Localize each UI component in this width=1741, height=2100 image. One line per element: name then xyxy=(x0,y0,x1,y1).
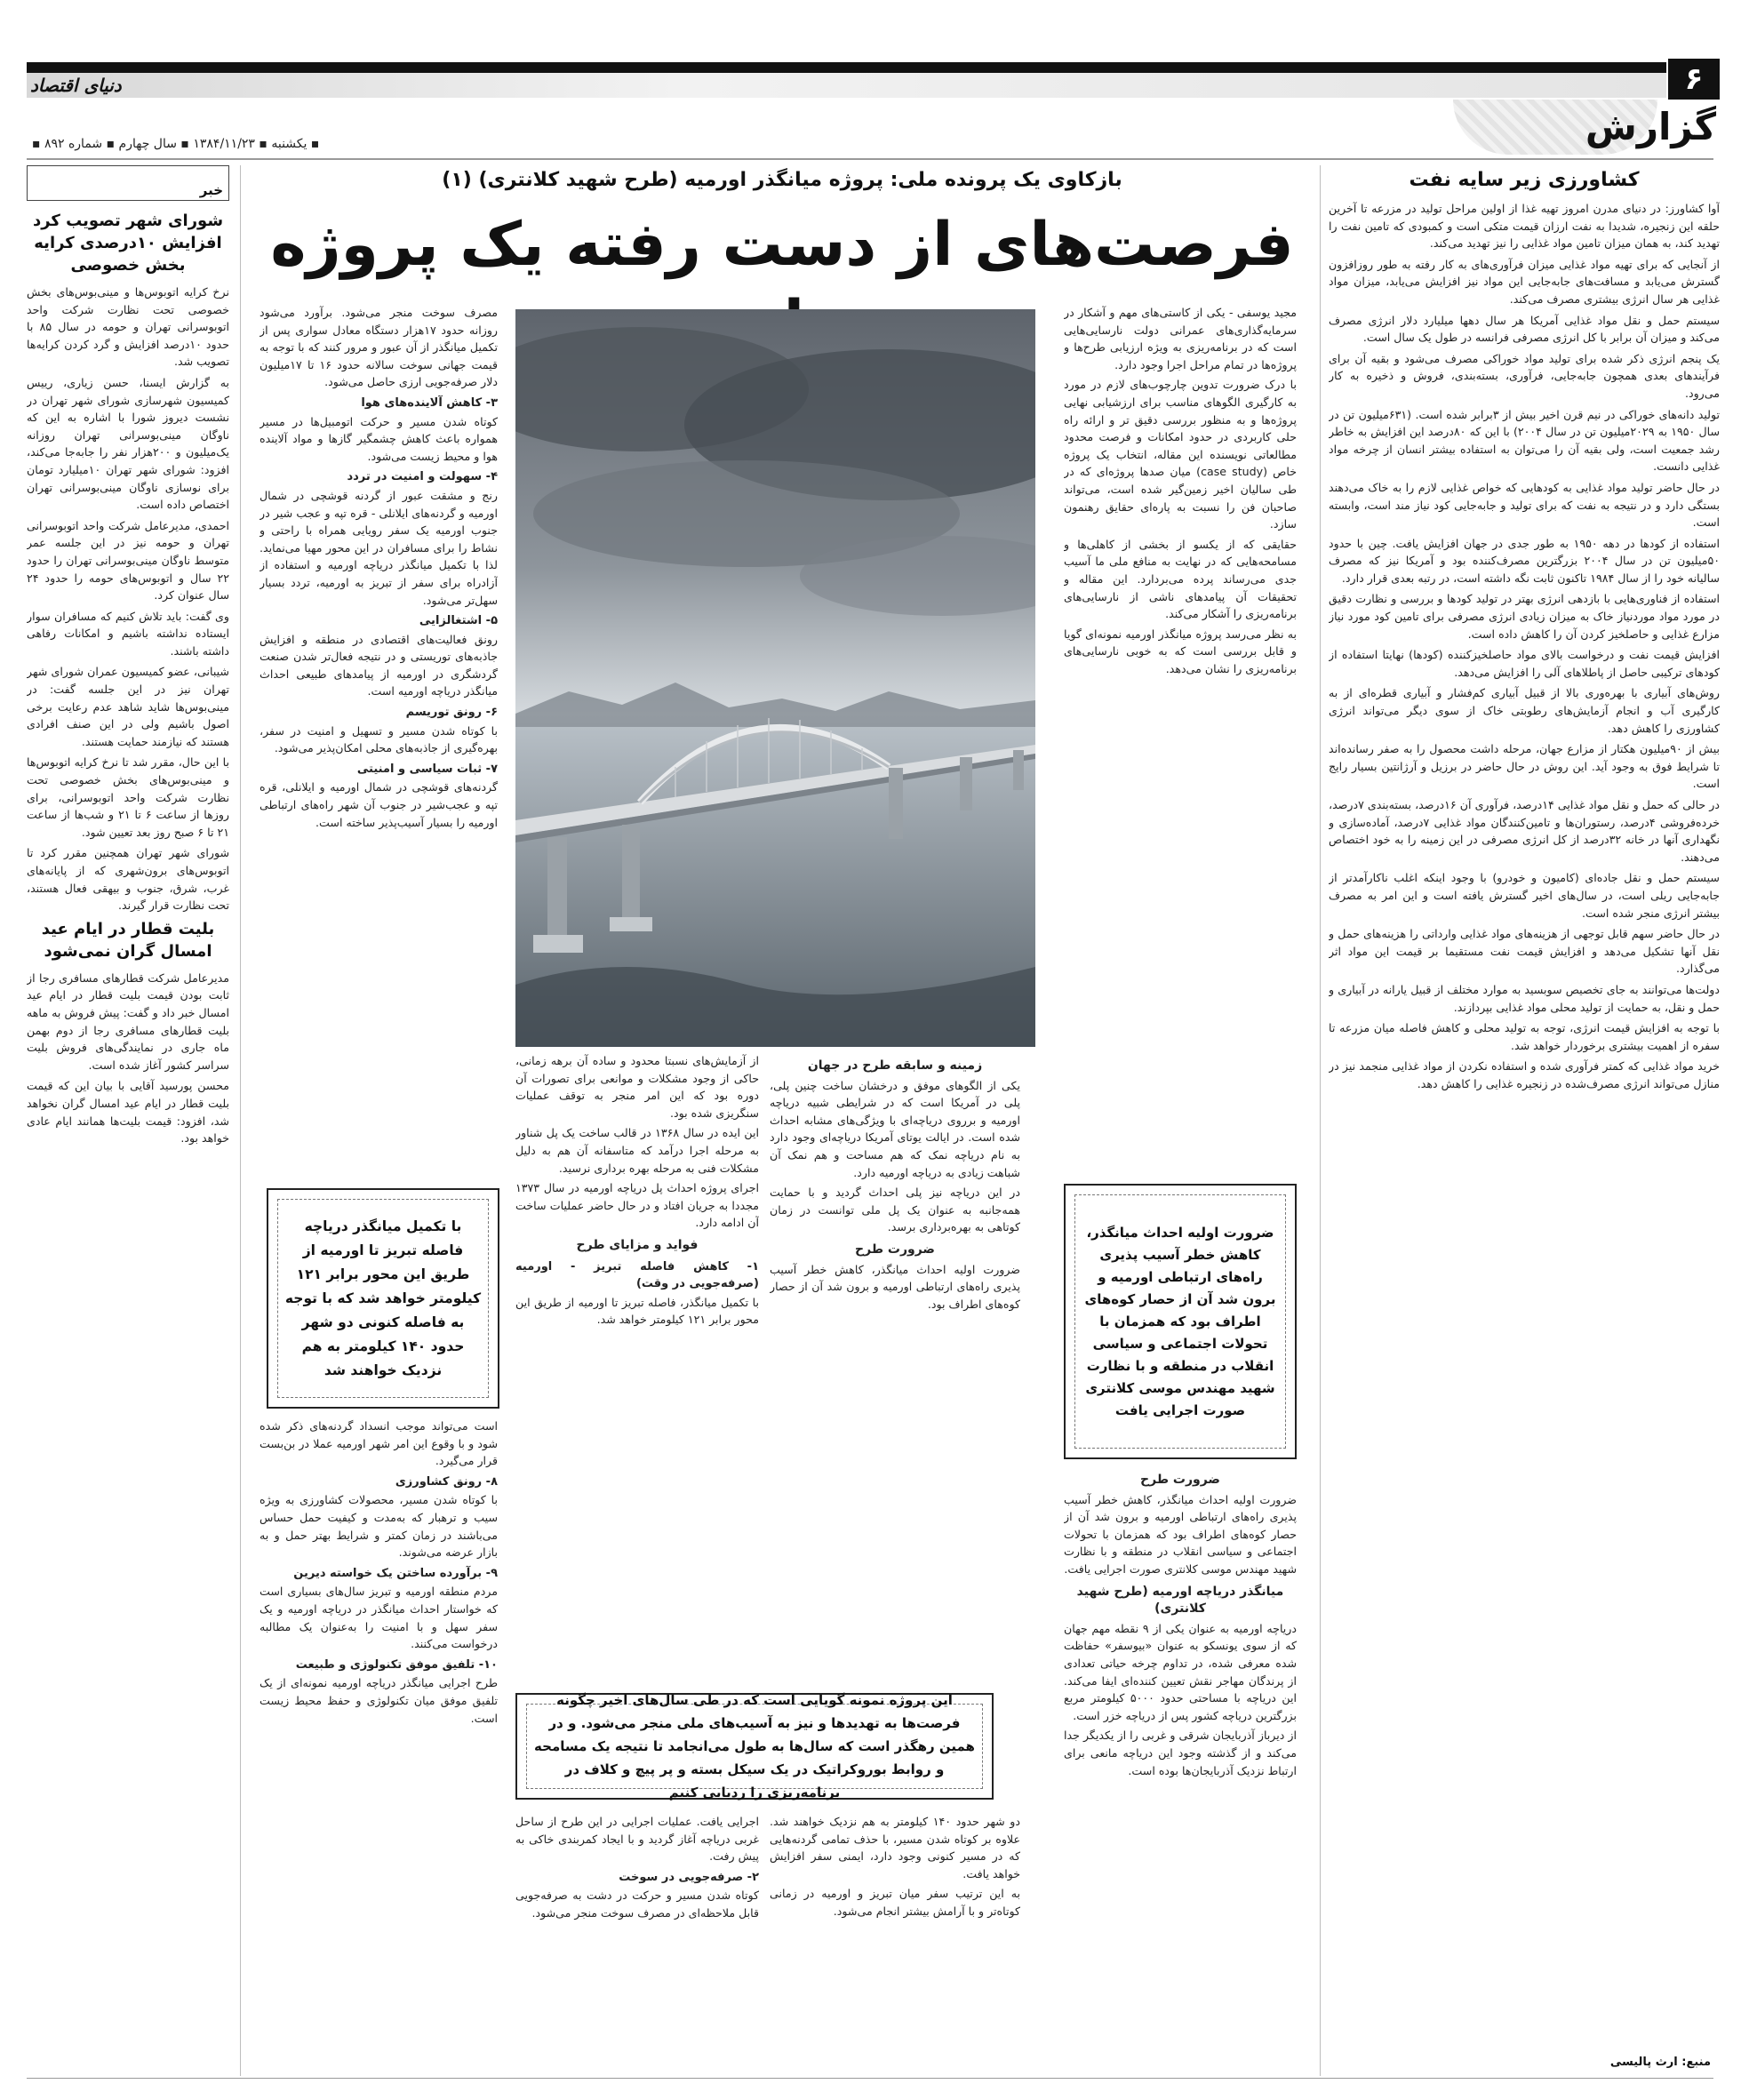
paragraph: با این حال، مقرر شد تا نرخ کرایه اتوبوس‌ها و مینی‌بوس‌های بخش خصوصی تحت نظارت شرکت واحد اتوبوسرانی، برای روزها از ساعت ۶ تا ۲۱ و شب‌ها از ساعت ۲۱ تا ۶ صبح روز بعد تعیین شود. xyxy=(27,755,229,839)
pull-quote-text: این پروژه نمونه گویایی است که در طی سال‌های اخیر چگونه فرصت‌ها به تهدیدها و نیز به آسیب‌های ملی منجر می‌شود. و در همین رهگذر است که سال‌ها به طول می‌انجامد تا نتیجه یک مسامحه و روابط بوروکراتیک در یک سیکل بسته و پر پیچ و کلاف در برنامه‌ریزی را ردیابی کنیم xyxy=(534,1692,975,1801)
paragraph: ضرورت اولیه احداث میانگذر، کاهش خطر آسیب پذیری راه‌های ارتباطی اورمیه و برون شد آن از حصار کوه‌های اطراف بود که همزمان با تحولات اجتماعی و سیاسی انقلاب در منطقه و با نظارت شهید مهندس موسی کلانتری صورت اجرایی یافت. xyxy=(1064,1492,1297,1576)
subheading: زمینه و سابقه طرح در جهان xyxy=(807,1058,983,1073)
pull-quote-frame xyxy=(1074,1194,1286,1449)
paragraph: مصرف سوخت منجر می‌شود. برآورد می‌شود روزانه حدود ۱۷هزار دستگاه معادل سواری پس از تکمیل میانگذر از آن عبور و مرور کنند که با توجه به قیمت جهانی سوخت سالانه حدود ۱۶ تا ۱۷میلیون دلار صرفه‌جویی ارزی حاصل می‌شود. xyxy=(260,306,498,389)
top-margin xyxy=(0,0,1741,9)
story-column-e xyxy=(515,1052,759,1683)
pull-quote-frame xyxy=(277,1199,489,1398)
date-line: ▪ یکشنبه ▪ ۱۳۸۴/۱۱/۲۳ ▪ سال چهارم ▪ شماره ۸۹۲ ▪ xyxy=(32,137,320,151)
paragraph: سیستم حمل و نقل مواد غذایی آمریکا هر سال دهها میلیارد دلار انرژی مصرف می‌کند و میزان آن برابر با کل انرژی مصرفی فرانسه در طول یک سال است. xyxy=(1329,313,1720,345)
paragraph: در حال حاضر سهم قابل توجهی از هزینه‌های مواد غذایی وارداتی را هزینه‌های حمل و نقل آنها تشکیل می‌دهد و افزایش قیمت نفت مستقیما بر قیمت این مواد اثر می‌گذارد. xyxy=(1329,927,1720,976)
left-story-body xyxy=(27,283,229,914)
paragraph: شورای شهر تهران همچنین مقرر کرد تا اتوبوس‌های برون‌شهری که از پایانه‌های غرب، شرق، جنوب و بیهقی فعال هستند، تحت نظارت قرار گیرند. xyxy=(27,846,229,913)
paragraph: بیش از ۹۰میلیون هکتار از مزارع جهان، مرحله داشت محصول را به صفر رسانده‌اند تا شرایط فوق به وجود آید. این روش در حال حاضر در برزیل و آرژانتین بسیار رایج است. xyxy=(1329,742,1720,791)
section-banner xyxy=(1453,100,1720,155)
subheading: ۹- برآورده ساختن یک خواسته دیرین xyxy=(293,1566,498,1580)
paragraph: طرح اجرایی میانگذر دریاچه اورمیه نمونه‌ای از یک تلفیق موفق میان تکنولوژی و حفظ محیط زیست است. xyxy=(260,1676,498,1725)
subheading: ۳- کاهش آلاینده‌های هوا xyxy=(361,395,498,410)
story-column-c xyxy=(1064,1466,1297,2080)
paragraph: محسن پورسید آقایی با بیان این که قیمت بلیت قطار در ایام عید امسال گران نخواهد شد، افزود: قیمت بلیت‌ها همانند ایام عادی خواهد بود. xyxy=(27,1079,229,1146)
left-story-body-2 xyxy=(27,970,229,1147)
right-story-title: کشاورزی زیر سایه نفت xyxy=(1409,169,1640,191)
story-column-g xyxy=(515,1813,759,2074)
subheading: ضرورت طرح xyxy=(855,1242,935,1257)
paragraph: سیستم حمل و نقل جاده‌ای (کامیون و خودرو) با وجود اینکه اغلب ناکارآمدتر از جابه‌جایی ریلی است، در سال‌های اخیر گسترش یافته است و این امر به مصرف بیشتر انرژی منجر شده است. xyxy=(1329,871,1720,920)
subheading: ضرورت طرح xyxy=(1140,1473,1220,1487)
masthead-band xyxy=(27,73,1666,98)
page-number: ۶ xyxy=(1668,59,1720,100)
paragraph: اجرایی یافت. عملیات اجرایی در این طرح از ساحل غربی دریاچه آغاز گردید و با ایجاد کمربندی خاکی به پیش رفت. xyxy=(515,1815,759,1864)
bridge-photo xyxy=(515,309,1035,1047)
paragraph: کوتاه شدن مسیر و حرکت در دشت به صرفه‌جویی قابل ملاحظه‌ای در مصرف سوخت منجر می‌شود. xyxy=(515,1888,759,1920)
story-column-b xyxy=(260,304,498,1193)
paragraph: است می‌تواند موجب انسداد گردنه‌های ذکر شده شود و با وقوع این امر شهر اورمیه عملا در بن‌بست قرار می‌گیرد. xyxy=(260,1419,498,1468)
section-title: گزارش xyxy=(1585,105,1716,148)
story-supertitle: بازکاوی یک پرونده ملی: پروژه میانگذر اورمیه (طرح شهید کلانتری) (۱) xyxy=(442,169,1122,191)
paragraph: به نظر می‌رسد پروژه میانگذر اورمیه نمونه‌ای گویا و قابل بررسی است که به خوبی نارسایی‌های برنامه‌ریزی را نشان می‌دهد. xyxy=(1064,627,1297,675)
story-column-h xyxy=(770,1813,1020,2074)
pull-quote-text: با تکمیل میانگذر دریاچه فاصله تبریز تا اورمیه از طریق این محور برابر ۱۲۱ کیلومتر خواهد شد که با توجه به فاصله کنونی دو شهر حدود ۱۴۰ کیلومتر به هم نزدیک خواهند شد xyxy=(284,1218,482,1378)
paragraph: وی گفت: باید تلاش کنیم که مسافران سوار ایستاده نداشته باشیم و امکانات رفاهی داشته باشند. xyxy=(27,609,229,658)
story-column-d xyxy=(770,1052,1020,1683)
pull-quote-1 xyxy=(1064,1184,1297,1459)
subheading: ۴- سهولت و امنیت در تردد xyxy=(347,470,498,484)
paragraph: آوا کشاورز: در دنیای مدرن امروز تهیه غذا از اولین مراحل تولید در مزرعه تا آخرین حلقه این زنجیره، شدیدا به نفت ارزان قیمت متکی است و کمبودی که تامین نفت را تهدید کند، به همان میزان تامین مواد غذایی را نیز تهدید می‌کند. xyxy=(1329,202,1720,251)
paragraph: استفاده از فناوری‌هایی با بازدهی انرژی بهتر در تولید کودها و بررسی و نظارت دقیق در مورد مواد موردنیاز خاک به میزان زیادی انرژی مصرفی برای تامین کود مورد نیاز مزارع غذایی و حاصلخیز کردن آن را کاهش داده است. xyxy=(1329,592,1720,641)
left-story-title-2: بلیت قطار در ایام عید امسال گران نمی‌شود xyxy=(41,919,215,961)
paragraph: به گزارش ایسنا، حسن زیاری، رییس کمیسیون شهرسازی شورای شهر تهران در نشست دیروز شورا با اشاره به این که ناوگان مینی‌بوسرانی تهران روزانه یک‌میلیون و ۲۰۰هزار نفر را جابه‌جا می‌کند، افزود: شورای شهر تهران ۱۰میلیارد تومان برای نوسازی ناوگان مینی‌بوسرانی تهران اختصاص داده است. xyxy=(27,375,229,512)
paragraph: کوتاه شدن مسیر و حرکت اتومبیل‌ها در مسیر همواره باعث کاهش چشمگیر گازها و مواد آلاینده هوا و محیط زیست می‌شود. xyxy=(260,414,498,463)
paragraph: رنج و مشقت عبور از گردنه قوشچی در شمال اورمیه و گردنه‌های ایلانلی - قره تپه و عجب شیر در جنوب اورمیه یک سفر رویایی همراه با راحتی و نشاط را برای مسافران در این محور مهیا می‌نماید. لذا با تکمیل میانگذر دریاچه اورمیه و استفاده از آزادراه برای سفر از تبریز به اورمیه، تردد بسیار سهل‌تر می‌شود. xyxy=(260,488,498,607)
subheading: فواید و مزایای طرح xyxy=(576,1237,699,1252)
news-label: خبر xyxy=(199,182,223,198)
paragraph: مجید یوسفی - یکی از کاستی‌های مهم و آشکار در سرمایه‌گذاری‌های عمرانی دولت نارسایی‌هایی است که در برنامه‌ریزی به ویژه ارزیابی طرح‌ها و پروژه‌ها در تمام مراحل اجرا وجود دارد. xyxy=(1064,306,1297,371)
bridge-illustration xyxy=(515,309,1035,1047)
left-story xyxy=(27,165,229,2076)
right-story-source: منبع: ارث پالیسی xyxy=(1609,2056,1711,2069)
paragraph: با توجه به افزایش قیمت انرژی، توجه به تولید محلی و کاهش فاصله میان مزرعه تا سفره از اهمیت بیشتری برخوردار خواهد شد. xyxy=(1329,1021,1720,1052)
paragraph: در حالی که حمل و نقل مواد غذایی ۱۴درصد، فرآوری آن ۱۶درصد، بسته‌بندی ۷درصد، خرده‌فروشی ۴درصد، رستوران‌ها و تامین‌کنندگان مواد غذایی ۷درصد، آماده‌سازی و نگهداری آنها در خانه ۳۲درصد از کل انرژی مصرفی در این زمینه را به خود اختصاص می‌دهند. xyxy=(1329,798,1720,864)
paragraph: به این ترتیب سفر میان تبریز و اورمیه در زمانی کوتاه‌تر و با آرامش بیشتر انجام می‌شود. xyxy=(770,1887,1020,1918)
pull-quote-3 xyxy=(515,1693,994,1800)
subheading: ۲- صرفه‌جویی در سوخت xyxy=(619,1870,759,1884)
paragraph: با تکمیل میانگذر، فاصله تبریز تا اورمیه از طریق این محور برابر ۱۲۱ کیلومتر خواهد شد. xyxy=(515,1295,759,1327)
paragraph: احمدی، مدیرعامل شرکت واحد اتوبوسرانی تهران و حومه نیز در این جلسه عمر متوسط ناوگان مینی‌بوسرانی تهران را حدود ۲۲ سال و اتوبوس‌های حومه را حدود ۲۴ سال عنوان کرد. xyxy=(27,518,229,603)
paragraph: در حال حاضر تولید مواد غذایی به کودهایی که خواص غذایی لازم را به خاک می‌دهند بستگی دارد و در نتیجه به نفت که برای تولید و جابه‌جایی کود نیاز مند است، وابسته است. xyxy=(1329,480,1720,530)
paragraph: در این دریاچه نیز پلی احداث گردید و با حمایت همه‌جانبه به عنوان یک پل ملی توانست در زمان کوتاهی به بهره‌برداری برسد. xyxy=(770,1186,1020,1234)
left-story-title: شورای شهر تصویب کرد افزایش ۱۰درصدی کرایه بخش خصوصی xyxy=(32,212,224,275)
story-column-f xyxy=(260,1417,498,2075)
column-divider xyxy=(1320,165,1321,2076)
paragraph: با کوتاه شدن مسیر و تسهیل و امنیت در سفر، بهره‌گیری از جاذبه‌های محلی امکان‌پذیر می‌شود. xyxy=(260,723,498,755)
news-label-box xyxy=(27,165,229,201)
right-story xyxy=(1329,165,1720,2076)
paragraph: شیبانی، عضو کمیسیون عمران شورای شهر تهران نیز در این جلسه گفت: در مینی‌بوس‌ها شاید شاهد عدم رعایت برخی اصول باشیم ولی در این صنف افرادی هستند که نیازمند حمایت هستند. xyxy=(27,665,229,748)
paragraph: افزایش قیمت نفت و درخواست بالای مواد حاصلخیزکننده (کودها) نهایتا استفاده از کودهای ترکیبی حاصل از پاطلاهای آلی را افزایش می‌دهد. xyxy=(1329,648,1720,679)
paragraph: از دیرباز آذربایجان شرقی و غربی را از یکدیگر جدا می‌کند و از گذشته وجود این دریاچه مانعی برای ارتباط نزدیک آذربایجان‌ها بوده است. xyxy=(1064,1729,1297,1777)
pull-quote-2 xyxy=(267,1188,499,1409)
right-story-body xyxy=(1329,200,1720,1093)
paragraph: از آزمایش‌های نسبتا محدود و ساده آن برهه زمانی، حاکی از وجود مشکلات و موانعی برای تصورات آن دوره بود که این امر منجر به توقف عملیات سنگریزی شده بود. xyxy=(515,1054,759,1120)
subheading: ۷- ثبات سیاسی و امنیتی xyxy=(356,762,498,776)
paragraph: ضرورت اولیه احداث میانگذر، کاهش خطر آسیب پذیری راه‌های ارتباطی اورمیه و برون شد آن از حصار کوه‌های اطراف بود. xyxy=(770,1262,1020,1311)
pull-quote-frame xyxy=(526,1692,983,1801)
paragraph: حقایقی که از یکسو از بخشی از کاهلی‌ها و مسامحه‌هایی که در نهایت به منافع ملی ما آسیب جدی می‌رساند پرده می‌بردارد. این مقاله و تحقیقات آن پیامدهای ناشی از نارسایی‌های برنامه‌ریزی را آشکار می‌کند. xyxy=(1064,537,1297,621)
masthead-bar xyxy=(27,62,1666,73)
paragraph: نرخ کرایه اتوبوس‌ها و مینی‌بوس‌های بخش خصوصی تحت نظارت شرکت واحد اتوبوسرانی تهران و حومه در سال ۸۵ با حدود ۱۰درصد افزایش و گرد کردن کرایه‌ها تصویب شد. xyxy=(27,285,229,369)
paragraph: دولت‌ها می‌توانند به جای تخصیص سوبسید به موارد مختلف از قبیل یارانه در آبیاری و حمل و نقل، به حمایت از تولید محلی مواد غذایی بپردازند. xyxy=(1329,982,1720,1014)
story-headline: فرصت‌های از دست رفته یک پروژه xyxy=(270,210,1294,280)
bottom-rule xyxy=(27,2078,1713,2079)
newspaper-logo: دنیای اقتصاد xyxy=(30,75,122,96)
paragraph: مدیرعامل شرکت قطارهای مسافری رجا از ثابت بودن قیمت بلیت قطار در ایام عید امسال خبر داد و گفت: پیش فروش به ماهه بلیت قطارهای مسافری رجا از دوم بهمن ماه جاری در نمایندگی‌های فروش بلیت سراسر کشور آغاز شده است. xyxy=(27,970,229,1072)
paragraph: گردنه‌های قوشچی در شمال اورمیه و ایلانلی، قره تپه و عجب‌شیر در جنوب آن شهر راه‌های ارتباطی اورمیه را بسیار آسیب‌پذیر ساخته است. xyxy=(260,780,498,829)
paragraph: یکی از الگوهای موفق و درخشان ساخت چنین پلی، پلی در آمریکا است که در شرایطی شبیه دریاچه اورمیه و برروی دریاچه‌ای با ویژگی‌های مشابه احداث شده است. در ایالت یوتای آمریکا دریاچه‌ای وجود دارد به نام دریاچه نمک که هم مساحت و هم نمک آن شباهت زیادی به دریاچه اورمیه دارد. xyxy=(770,1078,1020,1179)
paragraph: از آنجایی که برای تهیه مواد غذایی میزان فرآوری‌های به کار رفته به طور روزافزون گسترش می‌یابد و مسافت‌های جابه‌جایی این مواد نیز افزایش می‌یابد، میزان مواد غذایی هر سال انرژی بیشتری مصرف می‌کند. xyxy=(1329,257,1720,306)
subheading: ۱۰- تلفیق موفق تکنولوژی و طبیعت xyxy=(295,1657,498,1672)
paragraph: دو شهر حدود ۱۴۰ کیلومتر به هم نزدیک خواهند شد. علاوه بر کوتاه شدن مسیر، با حذف تمامی گردنه‌هایی که در مسیر کنونی وجود دارد، ایمنی سفر افزایش خواهد یافت. xyxy=(770,1815,1020,1880)
paragraph: خرید مواد غذایی که کمتر فرآوری شده و استفاده نکردن از مواد غذایی منجمد نیز در منازل می‌تواند انرژی مصرف‌شده در زنجیره غذایی را کاهش دهد. xyxy=(1329,1059,1720,1090)
header-rule xyxy=(27,158,1713,160)
paragraph: مردم منطقه اورمیه و تبریز سال‌های بسیاری است که خواستار احداث میانگذر در دریاچه اورمیه و یک سفر سهل و با امنیت را به‌عنوان یک مطالبه درخواست می‌کنند. xyxy=(260,1585,498,1651)
story-column-a xyxy=(1064,304,1297,1130)
paragraph: اجرای پروژه احداث پل دریاچه اورمیه در سال ۱۳۷۳ مجددا به جریان افتاد و در حال حاضر عملیات ساخت آن ادامه دارد. xyxy=(515,1181,759,1230)
paragraph: روش‌های آبیاری با بهره‌وری بالا از قبیل آبیاری کم‌فشار و آبیاری قطره‌ای از به کارگیری آب و انجام آزمایش‌های رطوبتی خاک از سوی دیگر می‌تواند انرژی کشاورزی را کاهش دهد. xyxy=(1329,686,1720,735)
paragraph: دریاچه اورمیه به عنوان یکی از ۹ نقطه مهم جهان که از سوی یونسکو به عنوان «بیوسفر» حفاظت شده معرفی شده، در تداوم چرخه حیاتی تعدادی از پرندگان مهاجر نقش تعیین کننده‌ای ایفا می‌کند. این دریاچه با مساحتی حدود ۵۰۰۰ کیلومتر مربع بزرگترین دریاچه کشور پس از دریاچه خزر است. xyxy=(1064,1621,1297,1722)
column-divider xyxy=(240,165,241,2076)
paragraph: با درک ضرورت تدوین چارچوب‌های لازم در مورد به کارگیری الگوهای مناسب برای ارزشیابی نهایی پروژه‌ها و به منظور بررسی دقیق تر و ارائه راه حلی کاربردی در حدود امکانات و فرصت محدود مطالعاتی نویسنده این مقاله، انتخاب یک پروژه خاص (case study) میان صدها پروژه‌ای که در طی سالیان اخیر زمین‌گیر شده است، می‌تواند صاحبان فن را نسبت به پاره‌ای حقایق رهنمون سازد. xyxy=(1064,378,1297,531)
paragraph: رونق فعالیت‌های اقتصادی در منطقه و افزایش جاذبه‌های توریستی و در نتیجه فعال‌تر شدن صنعت گردشگری در اورمیه از پیامدهای طبیعی احداث میانگذر دریاچه اورمیه است. xyxy=(260,632,498,699)
paragraph: تولید دانه‌های خوراکی در نیم قرن اخیر بیش از ۳برابر شده است. (۶۳۱میلیون تن در سال ۱۹۵۰ به ۲۰۲۹میلیون تن در سال ۲۰۰۴) با این که ۸۰درصد این افزایش به خاطر رشد جمعیت است، ولی بقیه آن را می‌توان به استفاده بیشتر انسان از چرخه مواد غذایی دانست. xyxy=(1329,407,1720,474)
paragraph: این ایده در سال ۱۳۶۸ در قالب ساخت یک پل شناور به مرحله اجرا درآمد که متاسفانه آن هم به دلیل مشکلات فنی به مرحله بهره برداری نرسید. xyxy=(515,1126,759,1175)
paragraph: یک پنجم انرژی ذکر شده برای تولید مواد خوراکی مصرف می‌شود و بقیه آن برای فرآیندهای بعدی همچون جابه‌جایی، فرآوری، بسته‌بندی، فروش و ذخیره به کار می‌رود. xyxy=(1329,351,1720,400)
subheading: ۵- اشتغالزایی xyxy=(419,614,498,628)
pull-quote-text: ضرورت اولیه احداث میانگذر، کاهش خطر آسیب پذیری راه‌های ارتباطی اورمیه و برون شد آن از حصار کوه‌های اطراف بود که همزمان با تحولات اجتماعی و سیاسی انقلاب در منطقه و با نظارت شهید مهندس موسی کلانتری صورت اجرایی یافت xyxy=(1084,1224,1276,1418)
subheading: ۶- رونق توریسم xyxy=(405,706,498,720)
subheading: میانگذر دریاچه اورمیه (طرح شهید کلانتری) xyxy=(1076,1584,1284,1617)
paragraph: با کوتاه شدن مسیر، محصولات کشاورزی به ویژه سیب و ترهبار که به‌مدت و کیفیت حمل حساس می‌باشند در زمان کمتر و شرایط بهتر حمل و به بازار عرضه می‌شوند. xyxy=(260,1493,498,1560)
subheading: ۱- کاهش فاصله تبریز - اورمیه (صرفه‌جویی در وقت) xyxy=(515,1259,759,1291)
paragraph: استفاده از کودها در دهه ۱۹۵۰ به طور جدی در جهان افزایش یافت. چین با حدود ۵۰میلیون تن در سال ۲۰۰۴ بزرگترین مصرف‌کننده بود و آمریکا نیز که مصرف سالیانه خود را از سال ۱۹۸۴ تاکنون ثابت نگه داشته است، در رتبه بعدی قرار دارد. xyxy=(1329,536,1720,585)
subheading: ۸- رونق کشاورزی xyxy=(395,1474,498,1489)
